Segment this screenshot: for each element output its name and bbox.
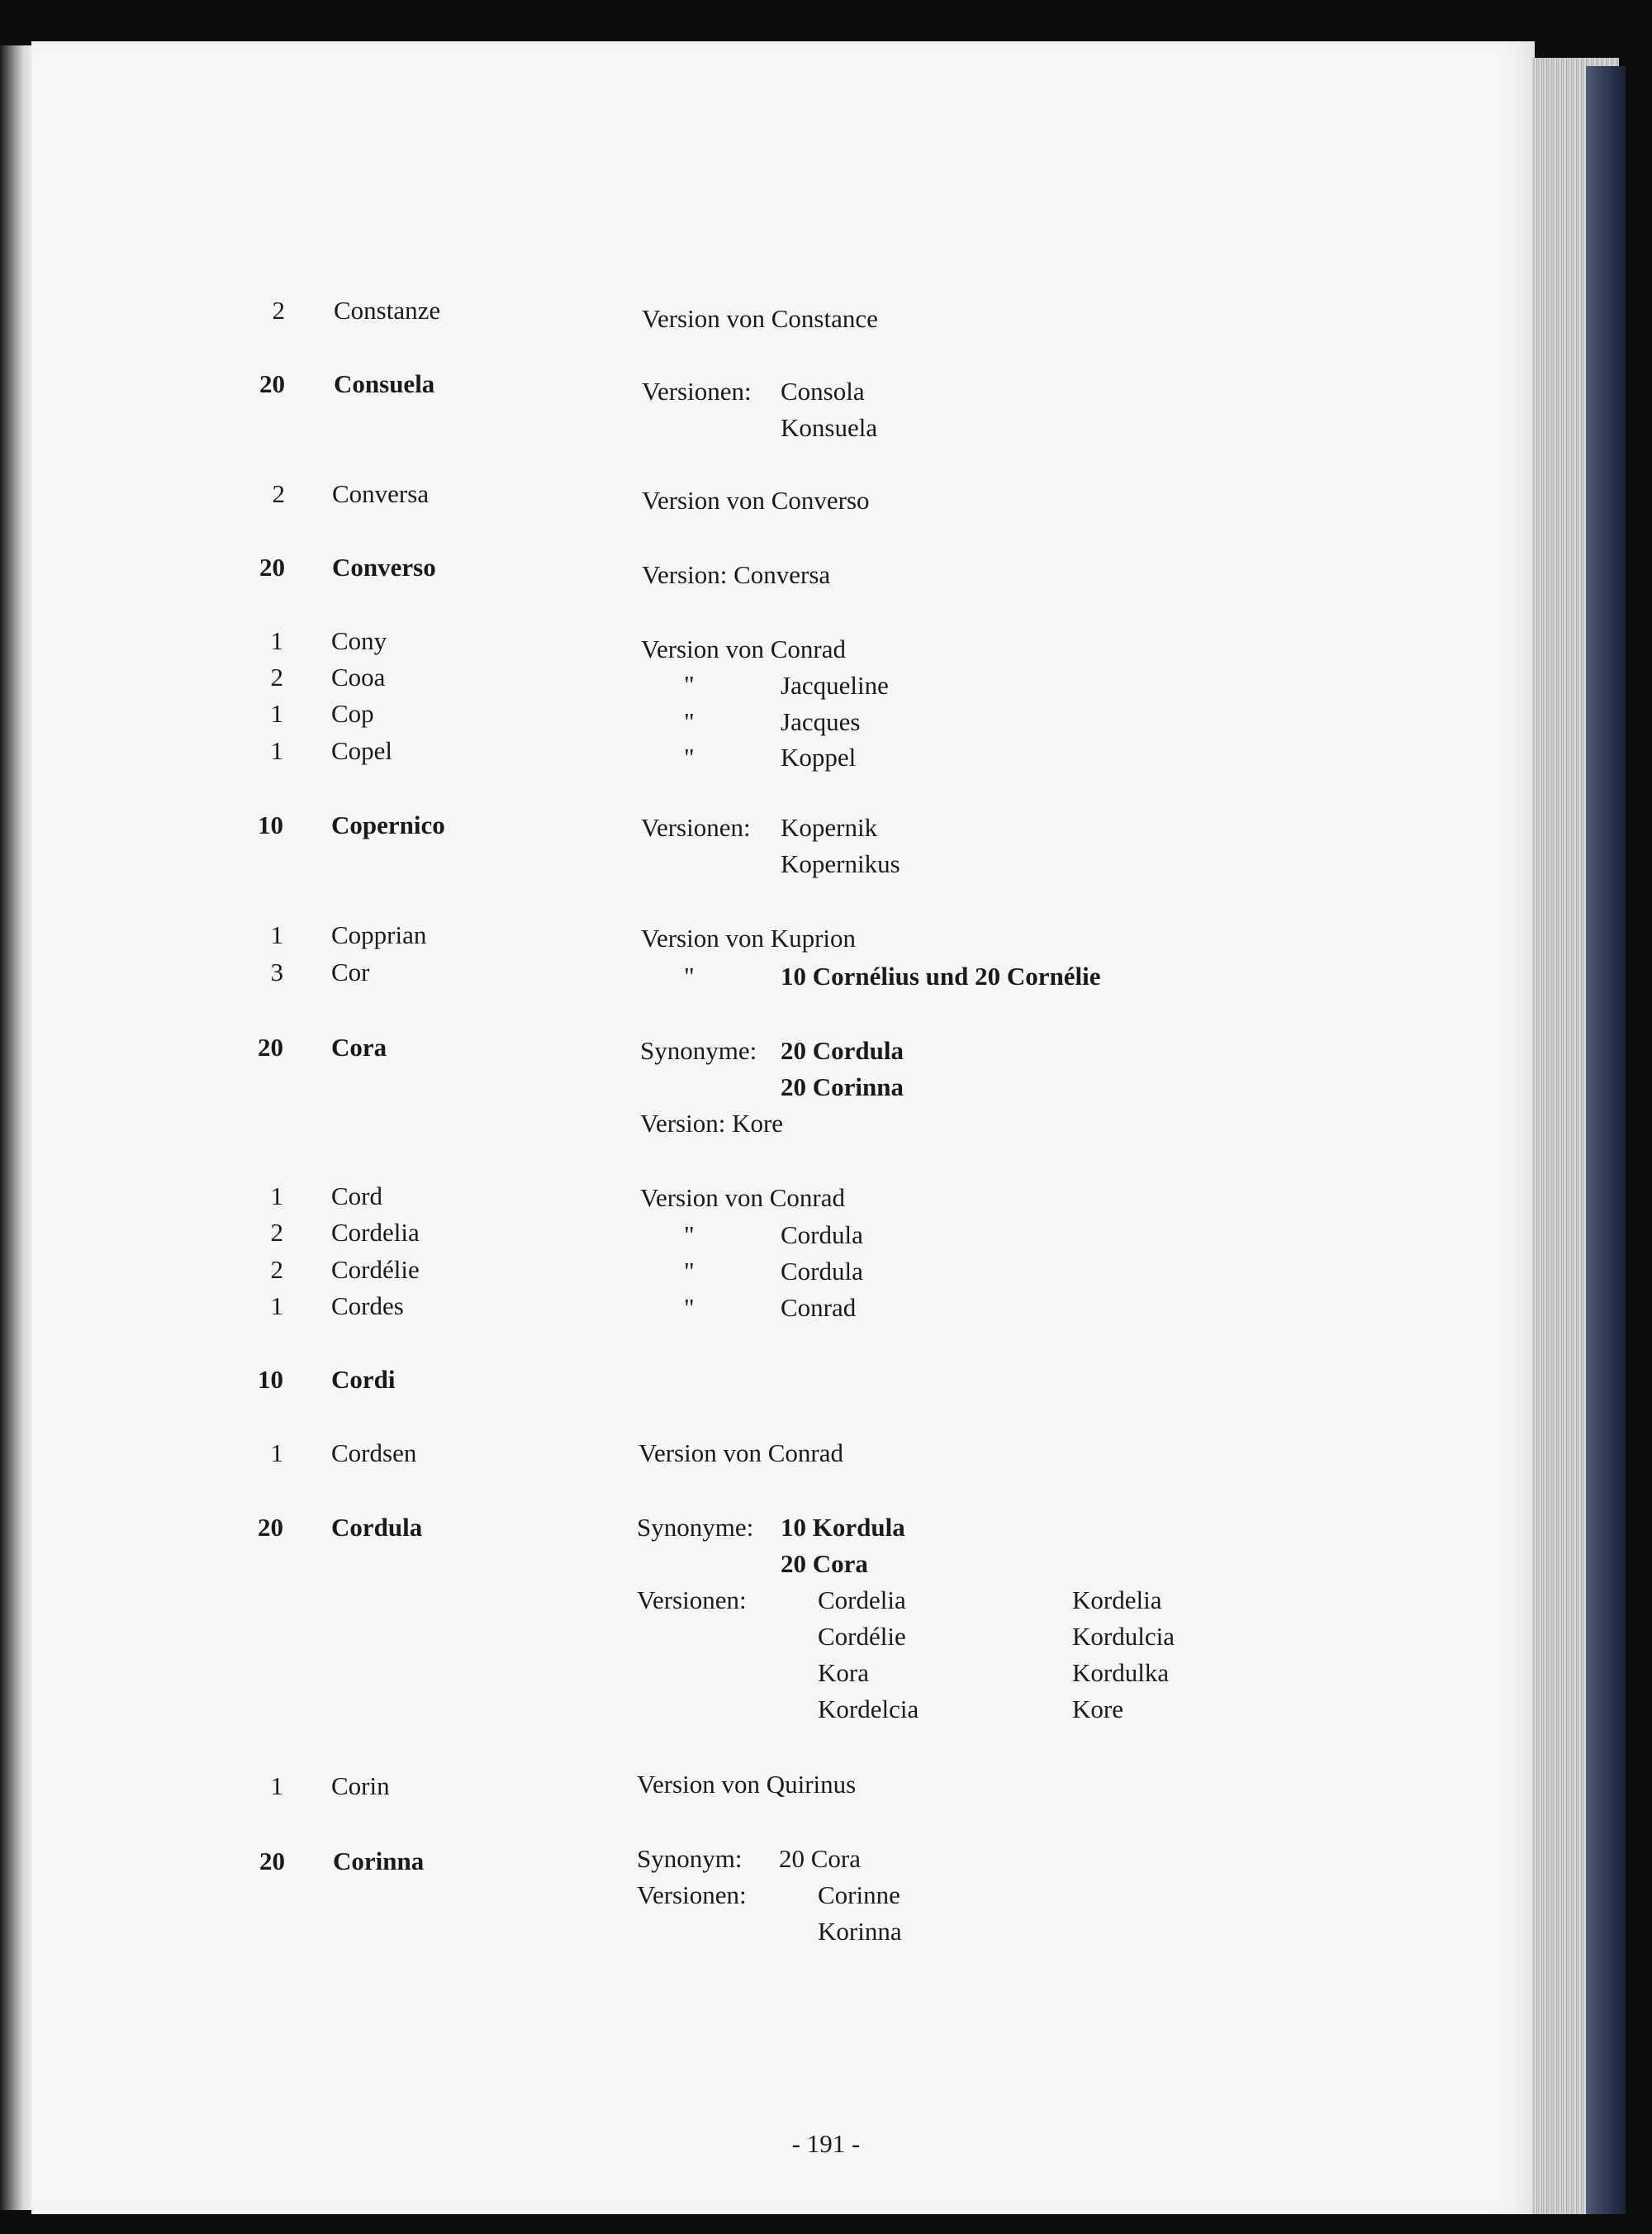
entry-desc: Version: Conversa: [642, 560, 831, 589]
entry-desc: Version von Quirinus: [637, 1770, 857, 1799]
entry-cop: [0, 696, 1528, 736]
ditto-mark: ": [684, 1220, 695, 1249]
entry-cor: [0, 954, 1528, 991]
entry-count: 1: [270, 736, 283, 765]
entry-desc-value: Kopernik: [781, 813, 878, 842]
ditto-mark: ": [684, 1257, 695, 1286]
entry-desc: Version von Kuprion: [641, 924, 857, 953]
entry-desc-label: Synonym:: [637, 1844, 743, 1873]
entry-name: Copprian: [331, 920, 427, 949]
entry-desc: Version: Kore: [640, 1109, 784, 1138]
entry-count: 2: [270, 1255, 283, 1284]
entry-desc-value: Corinne: [818, 1880, 900, 1909]
entry-desc-value: 20 Corinna: [781, 1072, 904, 1101]
entry-copernico: [0, 807, 1528, 878]
entry-desc-value: Kora: [818, 1658, 869, 1687]
entry-count: 20: [259, 1847, 285, 1875]
book-cover-edge: [1586, 66, 1626, 2214]
entry-desc-value: 10 Kordula: [781, 1513, 905, 1542]
entry-desc-value: Korinna: [818, 1917, 902, 1946]
entry-desc: Version von Constance: [642, 304, 878, 333]
entry-cony: [0, 623, 1528, 663]
entry-name: Cor: [331, 958, 370, 986]
page-number: - 191 -: [791, 2129, 861, 2158]
entry-desc: Version von Conrad: [640, 1183, 845, 1212]
entry-name: Constanze: [334, 296, 441, 325]
entry-count: 20: [258, 1513, 283, 1542]
entry-desc-value: Kopernikus: [781, 849, 900, 878]
entry-name: Cop: [331, 699, 374, 728]
entry-corinna: [0, 1843, 1528, 1946]
entry-desc: Version von Conrad: [641, 635, 846, 663]
entry-cooa: [0, 659, 1528, 700]
entry-name: Cordi: [331, 1365, 396, 1394]
entry-desc-value: Kordelia: [1072, 1585, 1162, 1614]
entry-copprian: [0, 917, 1528, 953]
entry-desc-label: Versionen:: [642, 377, 752, 406]
entry-count: 3: [270, 958, 283, 986]
entry-count: 2: [270, 1218, 283, 1247]
entry-name: Converso: [332, 553, 436, 582]
entry-desc-value: Jacques: [781, 707, 861, 736]
entry-cordelia: [0, 1214, 1528, 1251]
entry-constanze: [0, 292, 1528, 333]
entry-desc-value: Cordula: [781, 1220, 863, 1249]
entry-desc-label: Versionen:: [637, 1585, 747, 1614]
entry-desc-value: Consola: [781, 377, 865, 406]
entry-desc-value: Kordelcia: [818, 1695, 919, 1723]
entry-count: 1: [270, 1771, 283, 1800]
entry-cordi: [0, 1362, 1528, 1398]
ditto-mark: ": [684, 962, 695, 991]
ditto-mark: ": [684, 1293, 695, 1322]
entry-name: Cora: [331, 1033, 387, 1062]
entry-name: Corinna: [333, 1847, 425, 1875]
entry-name: Copernico: [331, 810, 445, 839]
entry-desc-label: Synonyme:: [640, 1036, 757, 1065]
ditto-mark: ": [684, 707, 695, 736]
entry-consuela: [0, 366, 1528, 442]
entry-cora: [0, 1029, 1528, 1138]
entry-desc-value: Kordulka: [1072, 1658, 1170, 1687]
entry-count: 20: [258, 1033, 283, 1062]
entry-converso: [0, 549, 1528, 589]
entry-name: Cordula: [331, 1513, 423, 1542]
entry-count: 10: [258, 1365, 283, 1394]
entry-count: 20: [259, 369, 285, 398]
entry-count: 2: [272, 296, 285, 325]
entry-name: Cordelia: [331, 1218, 420, 1247]
entry-desc-label: Versionen:: [637, 1880, 747, 1909]
entry-desc-value: Konsuela: [781, 413, 878, 442]
entry-count: 2: [270, 663, 283, 692]
entry-name: Cordélie: [331, 1255, 420, 1284]
entry-count: 1: [270, 1291, 283, 1320]
entry-desc-label: Versionen:: [641, 813, 751, 842]
entry-name: Cooa: [331, 663, 386, 692]
entry-desc-value: Cordula: [781, 1257, 863, 1286]
entry-name: Consuela: [334, 369, 435, 398]
entry-count: 20: [259, 553, 285, 582]
entry-count: 1: [270, 1438, 283, 1467]
entry-copel: [0, 733, 1528, 772]
entry-cordes: [0, 1288, 1528, 1324]
entry-name: Corin: [331, 1771, 390, 1800]
entry-cordula: [0, 1509, 1528, 1723]
entry-cordsen: [0, 1435, 1528, 1471]
entry-cordelie: [0, 1252, 1528, 1288]
entry-desc-value: Koppel: [781, 743, 857, 772]
entry-desc-value: 20 Cordula: [781, 1036, 904, 1065]
ditto-mark: ": [684, 670, 695, 699]
entry-desc-value: 10 Cornélius und 20 Cornélie: [781, 962, 1101, 991]
entry-name: Cordes: [331, 1291, 404, 1320]
entry-desc: Version von Converso: [642, 486, 870, 515]
entry-desc-value: Kore: [1072, 1695, 1123, 1723]
entry-desc-label: Synonyme:: [637, 1513, 754, 1542]
entry-name: Conversa: [332, 479, 430, 508]
entry-desc-value: 20 Cora: [781, 1549, 868, 1578]
entry-name: Cony: [331, 626, 387, 655]
entry-count: 1: [270, 699, 283, 728]
entry-corin: [0, 1768, 1528, 1804]
entry-cord: [0, 1178, 1528, 1214]
entry-count: 10: [258, 810, 283, 839]
entry-desc-value: Conrad: [781, 1293, 857, 1322]
entry-conversa: [0, 476, 1528, 515]
entry-count: 1: [270, 626, 283, 655]
entry-name: Cordsen: [331, 1438, 417, 1467]
entry-desc-value: Jacqueline: [781, 671, 889, 700]
ditto-mark: ": [684, 743, 695, 772]
entry-desc-value: 20 Cora: [779, 1844, 862, 1873]
entry-count: 2: [272, 479, 285, 508]
entry-desc: Version von Conrad: [638, 1438, 843, 1467]
entry-desc-value: Kordulcia: [1072, 1622, 1175, 1651]
entry-desc-value: Cordelia: [818, 1585, 906, 1614]
entry-name: Copel: [331, 736, 393, 765]
entry-count: 1: [270, 1181, 283, 1210]
entry-name: Cord: [331, 1181, 382, 1210]
entry-count: 1: [270, 920, 283, 949]
entry-desc-value: Cordélie: [818, 1622, 906, 1651]
